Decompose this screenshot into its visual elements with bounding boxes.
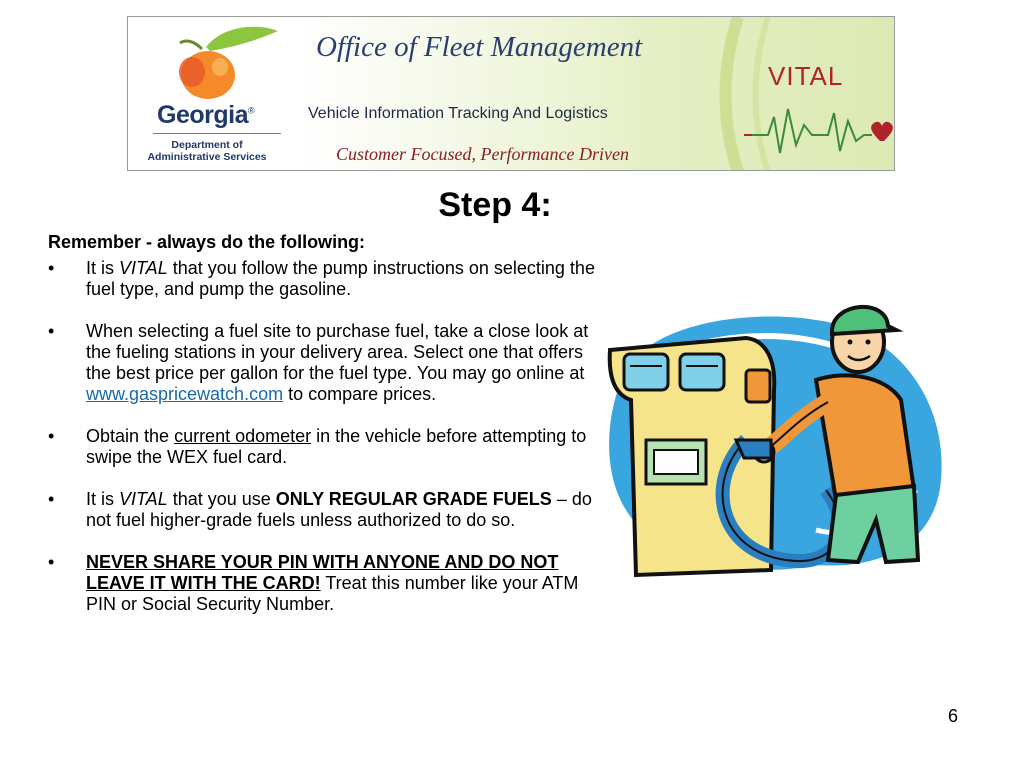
georgia-logo-text: Georgia® xyxy=(157,101,255,129)
page-number: 6 xyxy=(948,706,959,726)
bullet-list xyxy=(48,258,604,615)
vital-logo-text: VITAL xyxy=(768,61,844,91)
gaspricewatch-link[interactable]: www.gaspricewatch.com xyxy=(86,384,284,404)
slide-title: Step 4: xyxy=(438,186,552,224)
banner-subtitle: Vehicle Information Tracking And Logistics xyxy=(308,105,608,122)
peach-logo-icon xyxy=(179,27,278,99)
logo-department: Department of Administrative Services xyxy=(147,139,267,163)
header-banner xyxy=(127,16,895,171)
slide-content xyxy=(48,232,604,636)
lead-text: Remember - always do the following: xyxy=(48,232,366,252)
banner-tagline: Customer Focused, Performance Driven xyxy=(336,144,629,164)
banner-title: Office of Fleet Management xyxy=(316,31,643,63)
heartbeat-icon xyxy=(750,109,872,153)
bullet-item-odometer: • Obtain the current odometer in the vehicle before attempting to swipe the WEX fuel card. xyxy=(48,426,604,468)
bullet-item-regular-grade: • It is VITAL that you use ONLY REGULAR GRADE FUELS – do not fuel higher-grade fuels unless authorized to do so. xyxy=(48,489,604,531)
heart-icon xyxy=(871,122,893,141)
bullet-item-fuel-site: • When selecting a fuel site to purchase fuel, take a close look at the fueling stations in your delivery area. Select one that offers the best price per gallon for the fuel type. You may go online at www.gaspricewatch.com to compare prices. xyxy=(48,321,604,405)
gas-pump-attendant-clipart xyxy=(596,290,948,590)
bullet-item-pump-instructions: • It is VITAL that you follow the pump instructions on selecting the fuel type, and pump the gasoline. xyxy=(48,258,604,300)
bullet-item-pin-warning: • NEVER SHARE YOUR PIN WITH ANYONE AND DO NOT LEAVE IT WITH THE CARD! Treat this number like your ATM PIN or Social Security Number. xyxy=(48,552,604,615)
logo-divider xyxy=(153,133,281,134)
